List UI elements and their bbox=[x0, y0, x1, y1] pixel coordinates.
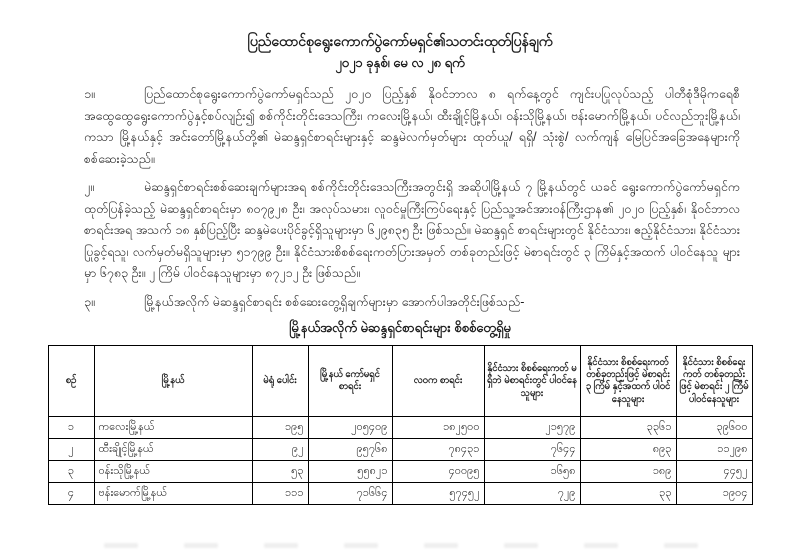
paragraph-2-number: ၂။ bbox=[84, 180, 94, 195]
cell-value: ၂၀၅၄၀၉ bbox=[308, 417, 392, 439]
cell-value: ၃၉၆၀၀ bbox=[676, 417, 752, 439]
cell-township: ဝန်းသိုမြို့နယ် bbox=[94, 461, 252, 483]
paragraph-3-text: မြို့နယ်အလိုက် မဲဆန္ဒရှင်စာရင်း စစ်ဆေးတွေ့ရှိချက်များမှာ အောက်ပါအတိုင်းဖြစ်သည်- bbox=[144, 294, 525, 309]
paragraph-2 bbox=[84, 177, 740, 285]
document-date: ၂၀၂၁ ခုနှစ်၊ မေ လ ၂၈ ရက် bbox=[335, 55, 465, 71]
table-header-cell-2: မဲရုံ ပေါင်း bbox=[252, 346, 308, 417]
cell-value: ၇၈၄၃၁ bbox=[392, 439, 484, 461]
cell-value: ၃၃၆၁ bbox=[580, 417, 676, 439]
table-row bbox=[48, 439, 752, 461]
cell-township: ထီးချိုင့်မြို့နယ် bbox=[94, 439, 252, 461]
cell-value: ၁၉၅ bbox=[252, 417, 308, 439]
cutoff-next-row-remnant bbox=[64, 543, 768, 550]
paragraph-1-text: ပြည်ထောင်စုရွေးကောက်ပွဲကော်မရှင်သည် ၂၀၂၀ ပြည့်နှစ် နိုဝင်ဘာလ ၈ ရက်နေ့တွင် ကျင်းပပြုလုပ်သည့် ပါတီစုံဒီမိုကရေစီအထွေထွေရွေးကောက်ပွဲနှင့်စပ်လျဉ်း၍ စစ်ကိုင်းတိုင်းဒေသကြီး၊ ကလေးမြို့နယ်၊ ထီးချိုင့်မြို့နယ်၊ ဝန်းသိုမြို့နယ်၊ ဗန်းမောက်မြို့နယ်၊ ပင်လည်ဘူးမြို့နယ်၊ ကသာ မြို့နယ်နှင့် အင်းတော်မြို့နယ်တို့၏ မဲဆန္ဒရှင်စာရင်းများနှင့် ဆန္ဒမဲလက်မှတ်များ ထုတ်ယူ/ ရရှိ/ သုံးစွဲ/ လက်ကျန် မြေပြင်အခြေအနေများကို စစ်ဆေးခဲ့သည်။ bbox=[84, 87, 740, 166]
paragraph-3 bbox=[84, 292, 740, 314]
cell-value: ၁၈၉ bbox=[580, 461, 676, 483]
cell-value: ၁၁၂၉၈ bbox=[676, 439, 752, 461]
cell-value: ၉၅၇၆၈ bbox=[308, 439, 392, 461]
cell-value: ၅၅၈၂၁ bbox=[308, 461, 392, 483]
cell-value: ၁၈၂၅၀၀ bbox=[392, 417, 484, 439]
voter-list-table bbox=[48, 345, 753, 505]
cell-serial: ၄ bbox=[48, 483, 94, 505]
document-title: ပြည်ထောင်စုရွေးကောက်ပွဲကော်မရှင်၏သတင်းထုတ်ပြန်ချက် bbox=[247, 33, 553, 49]
table-header-row bbox=[48, 346, 752, 417]
table-header-cell-4: လဝက စာရင်း bbox=[392, 346, 484, 417]
cell-township: ဗန်းမောက်မြို့နယ် bbox=[94, 483, 252, 505]
cell-value: ၈၉၃ bbox=[580, 439, 676, 461]
table-header-cell-5: နိုင်ငံသား စိစစ်ရေးကတ် မရှိဘဲ မဲစာရင်းတွင် ပါဝင်နေသူများ bbox=[484, 346, 580, 417]
table-row bbox=[48, 461, 752, 483]
cell-value: ၁၁၁ bbox=[252, 483, 308, 505]
cell-value: ၅၃ bbox=[252, 461, 308, 483]
document-header bbox=[0, 0, 800, 74]
table-row bbox=[48, 417, 752, 439]
paragraph-2-text: မဲဆန္ဒရှင်စာရင်းစစ်ဆေးချက်များအရ စစ်ကိုင်းတိုင်းဒေသကြီးအတွင်းရှိ အဆိုပါမြို့နယ် ၇ မြို့နယ်တွင် ယခင် ရွေးကောက်ပွဲကော်မရှင်က ထုတ်ပြန်ခဲ့သည့် မဲဆန္ဒရှင်စာရင်းမှာ ၈၀၇၉၂၈ ဦး၊ အလုပ်သမား၊ လူဝင်မှုကြီးကြပ်ရေးနှင့် ပြည်သူ့အင်အားဝန်ကြီးဌာန၏ ၂၀၂၀ ပြည့်နှစ်၊ နိုဝင်ဘာလ စာရင်းအရ အသက် ၁၈ နှစ်ပြည့်ပြီး ဆန္ဒမဲပေးပိုင်ခွင့်ရှိသူများမှာ ၆၂၉၈၃၅ ဦး ဖြစ်သည်။ မဲဆန္ဒရှင် စာရင်းများတွင် နိုင်ငံသား၊ ဧည့်နိုင်ငံသား၊ နိုင်ငံသားပြုခွင့်ရသူ၊ လက်မှတ်မရှိသူများမှာ ၅၁၇၉၉ ဦး။ နိုင်ငံသားစိစစ်ရေးကတ်ပြားအမှတ် တစ်ခုတည်းဖြင့် မဲစာရင်းတွင် ၃ ကြိမ်နှင့်အထက် ပါဝင်နေသူ များမှာ ၆၇၈၃ ဦး။ ၂ ကြိမ် ပါဝင်နေသူများမှာ ၈၇၂၁၂ ဦး ဖြစ်သည်။ bbox=[84, 180, 740, 281]
cell-value: ၁၉၀၄ bbox=[676, 483, 752, 505]
cell-value: ၄၀၀၉၅ bbox=[392, 461, 484, 483]
cell-value: ၂၁၅၇၉ bbox=[484, 417, 580, 439]
cell-value: ၃၃ bbox=[580, 483, 676, 505]
cell-serial: ၂ bbox=[48, 439, 94, 461]
cell-serial: ၁ bbox=[48, 417, 94, 439]
cell-value: ၄၄၅၂ bbox=[676, 461, 752, 483]
document-body bbox=[84, 84, 740, 313]
table-caption: မြို့နယ်အလိုက် မဲဆန္ဒရှင်စာရင်းများ စိစစ်တွေ့ရှိမှု bbox=[289, 320, 511, 336]
cell-value: ၇၆၄၄ bbox=[484, 439, 580, 461]
cell-serial: ၃ bbox=[48, 461, 94, 483]
cell-value: ၉၂ bbox=[252, 439, 308, 461]
paragraph-3-number: ၃။ bbox=[84, 294, 95, 309]
table-header-cell-1: မြို့နယ် bbox=[94, 346, 252, 417]
cell-value: ၇၁၆၆၄ bbox=[308, 483, 392, 505]
cell-value: ၁၆၅၈ bbox=[484, 461, 580, 483]
cell-township: ကလေးမြို့နယ် bbox=[94, 417, 252, 439]
paragraph-1 bbox=[84, 84, 740, 170]
table-header-cell-6: နိုင်ငံသား စိစစ်ရေးကတ် တစ်ခုတည်းဖြင့် မဲစာရင်း ၃ ကြိမ် နှင့်အထက် ပါဝင်နေသူများ bbox=[580, 346, 676, 417]
table-header-cell-7: နိုင်ငံသား စိစစ်ရေးကတ် တစ်ခုတည်းဖြင့် မဲစာရင်း ၂ ကြိမ် ပါဝင်နေသူများ bbox=[676, 346, 752, 417]
paragraph-1-number: ၁။ bbox=[84, 87, 95, 102]
table-header-cell-3: မြို့နယ် ကော်မရှင် စာရင်း bbox=[308, 346, 392, 417]
cell-value: ၇၂၉ bbox=[484, 483, 580, 505]
table-row bbox=[48, 483, 752, 505]
table-header-cell-0: စဉ် bbox=[48, 346, 94, 417]
cell-value: ၅၇၄၅၂ bbox=[392, 483, 484, 505]
